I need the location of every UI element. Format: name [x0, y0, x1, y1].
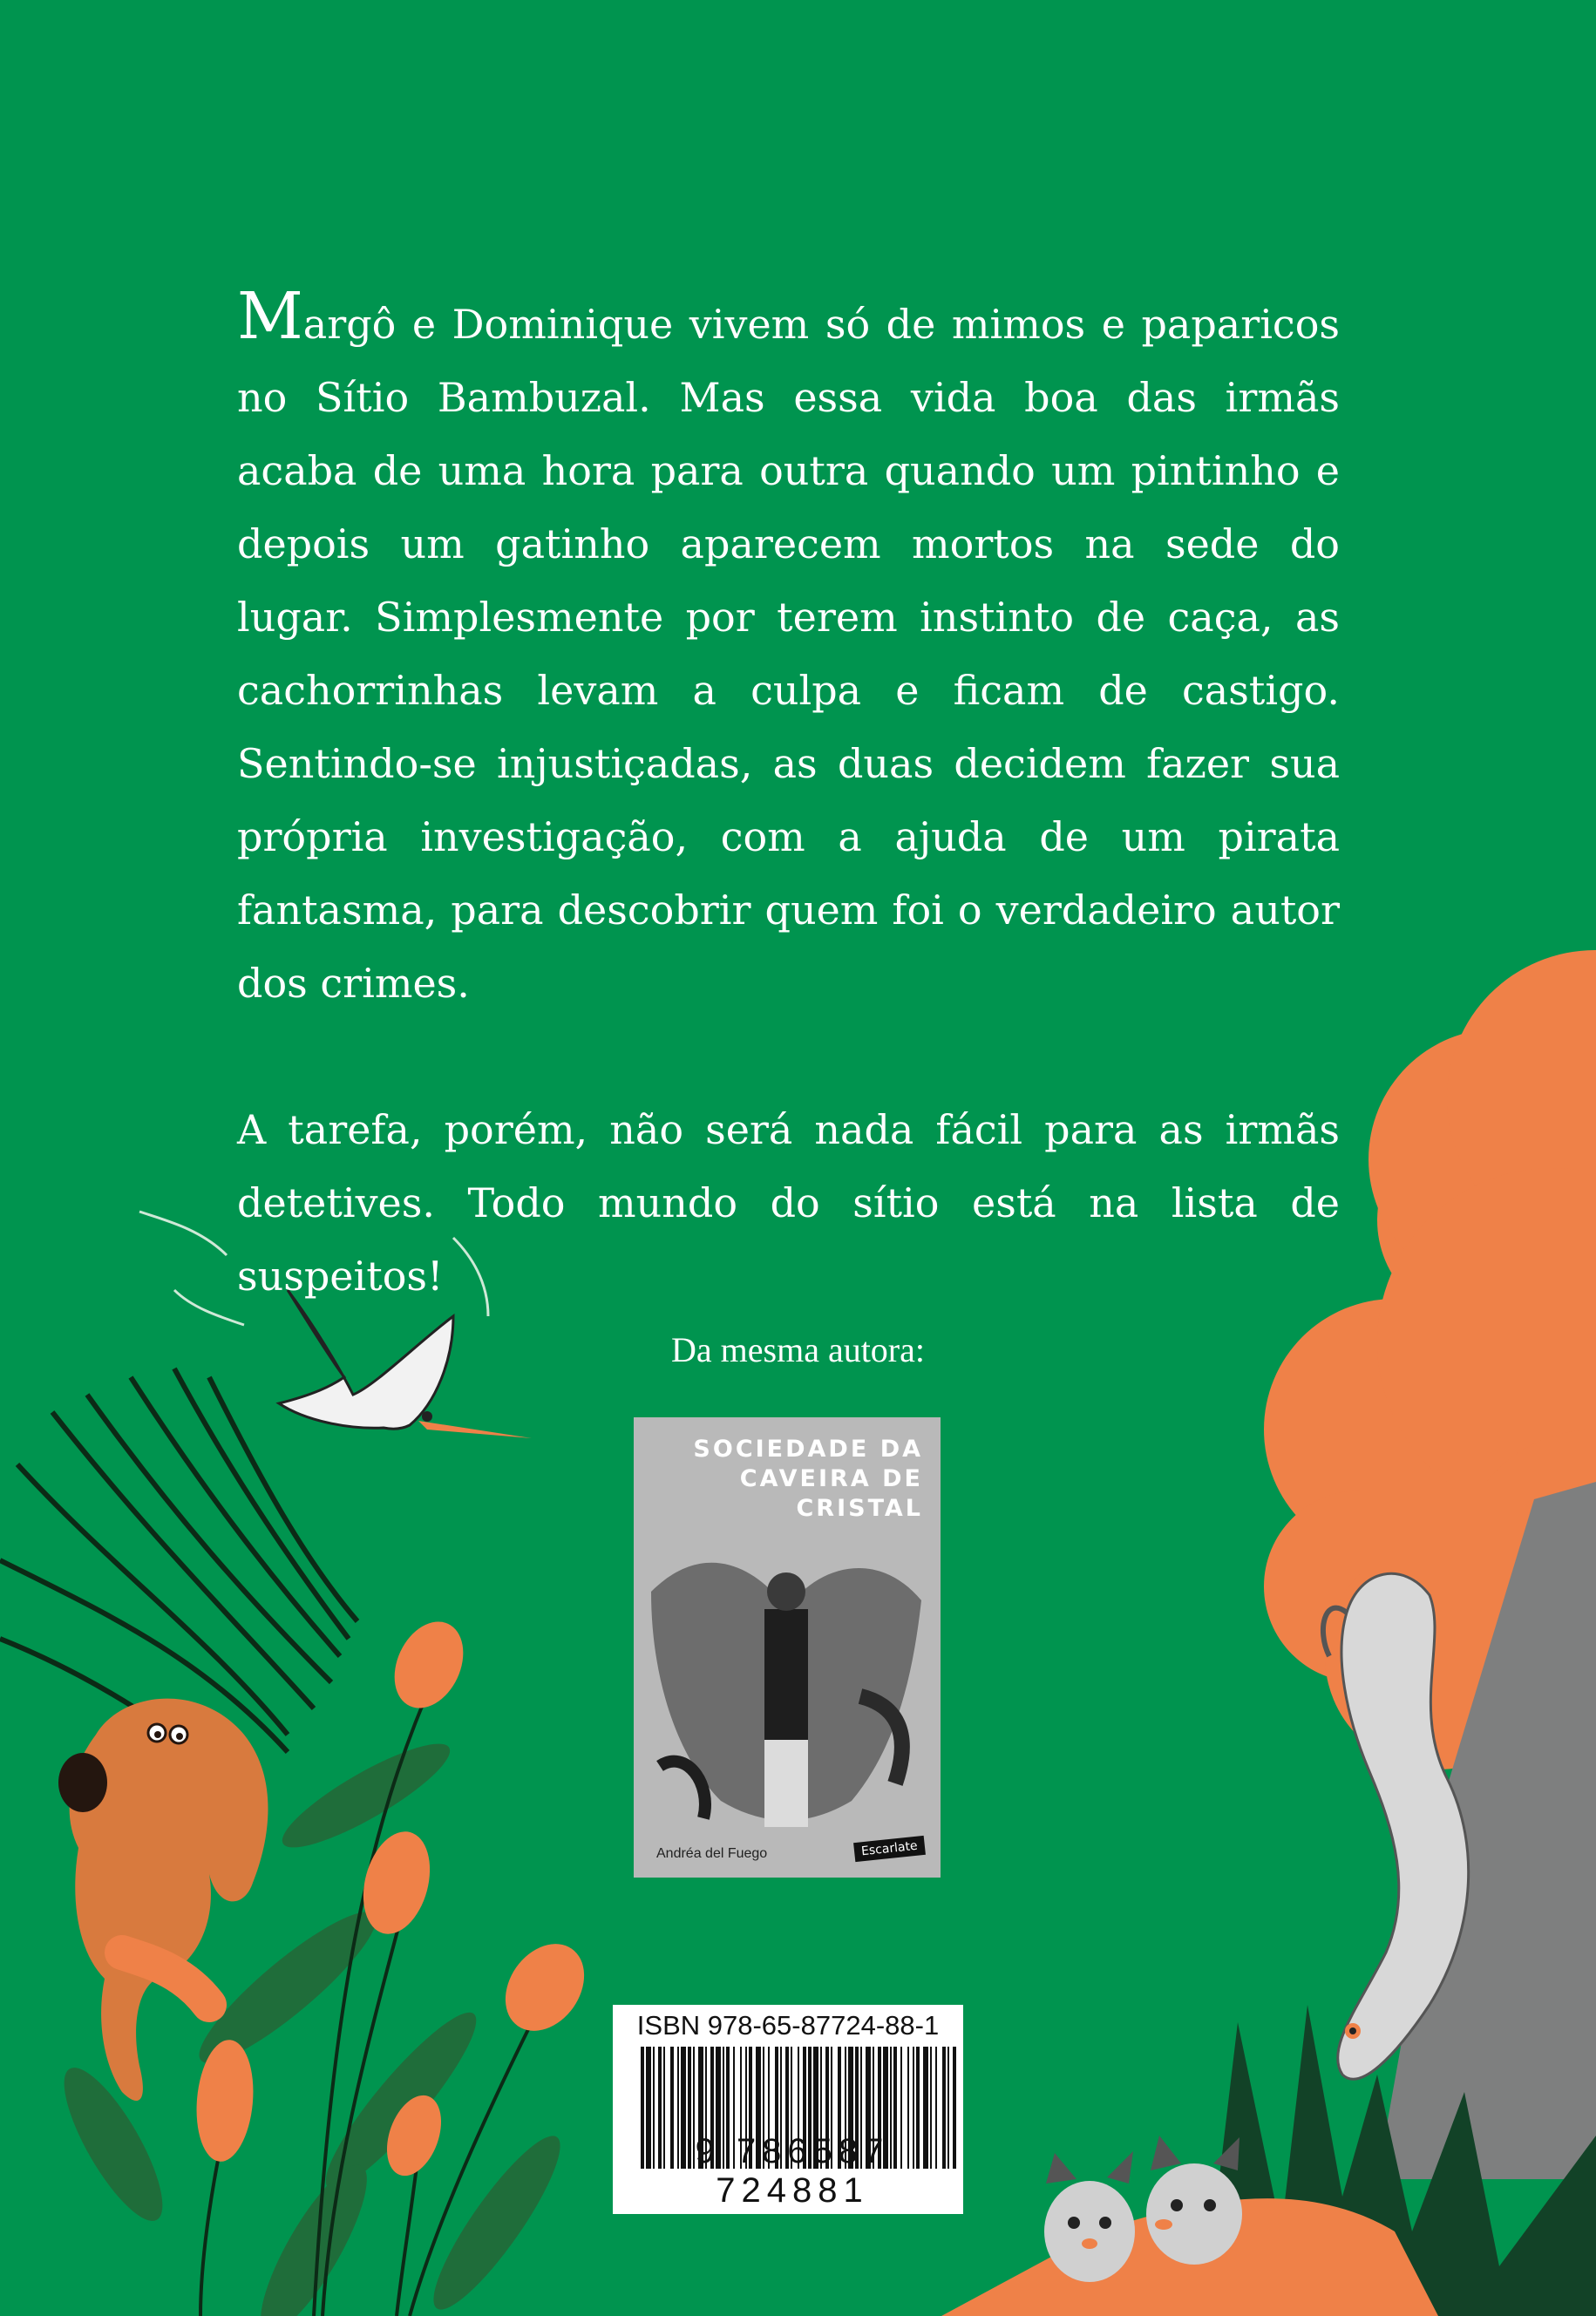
book-cover-thumbnail: [634, 1417, 941, 1878]
isbn-barcode: [613, 2005, 963, 2214]
isbn-digits: 9 786587 724881: [695, 2132, 890, 2210]
isbn-label: ISBN 978-65-87724-88-1: [636, 2010, 940, 2041]
same-author-heading: Da mesma autora:: [671, 1330, 925, 1369]
book-title: SOCIEDADE DA CAVEIRA DE CRISTAL: [693, 1436, 923, 1522]
blurb: [237, 279, 1340, 1313]
book-author: Andréa del Fuego: [656, 1846, 768, 1861]
drop-cap: M: [237, 279, 303, 354]
book-publisher-logo: Escarlate: [853, 1836, 926, 1862]
blurb-paragraph-1: [237, 279, 1340, 1020]
blurb-paragraph-1-text: argô e Dominique vivem só de mimos e paparicos no Sítio Bambuzal. Mas essa vida boa das irmãs acaba de uma hora para outra quando um pintinho e depois um gatinho aparecem mortos na sede do lugar. Simplesmente por terem instinto de caça, as cachorrinhas levam a culpa e ficam de castigo. Sentindo-se injustiçadas, as duas decidem fazer sua própria investigação, com a ajuda de um pirata fantasma, para descobrir quem foi o verdadeiro autor dos crimes.: [237, 301, 1340, 1007]
blurb-paragraph-2: A tarefa, porém, não será nada fácil para as irmãs detetives. Todo mundo do sítio está na lista de suspeitos!: [237, 1106, 1340, 1300]
